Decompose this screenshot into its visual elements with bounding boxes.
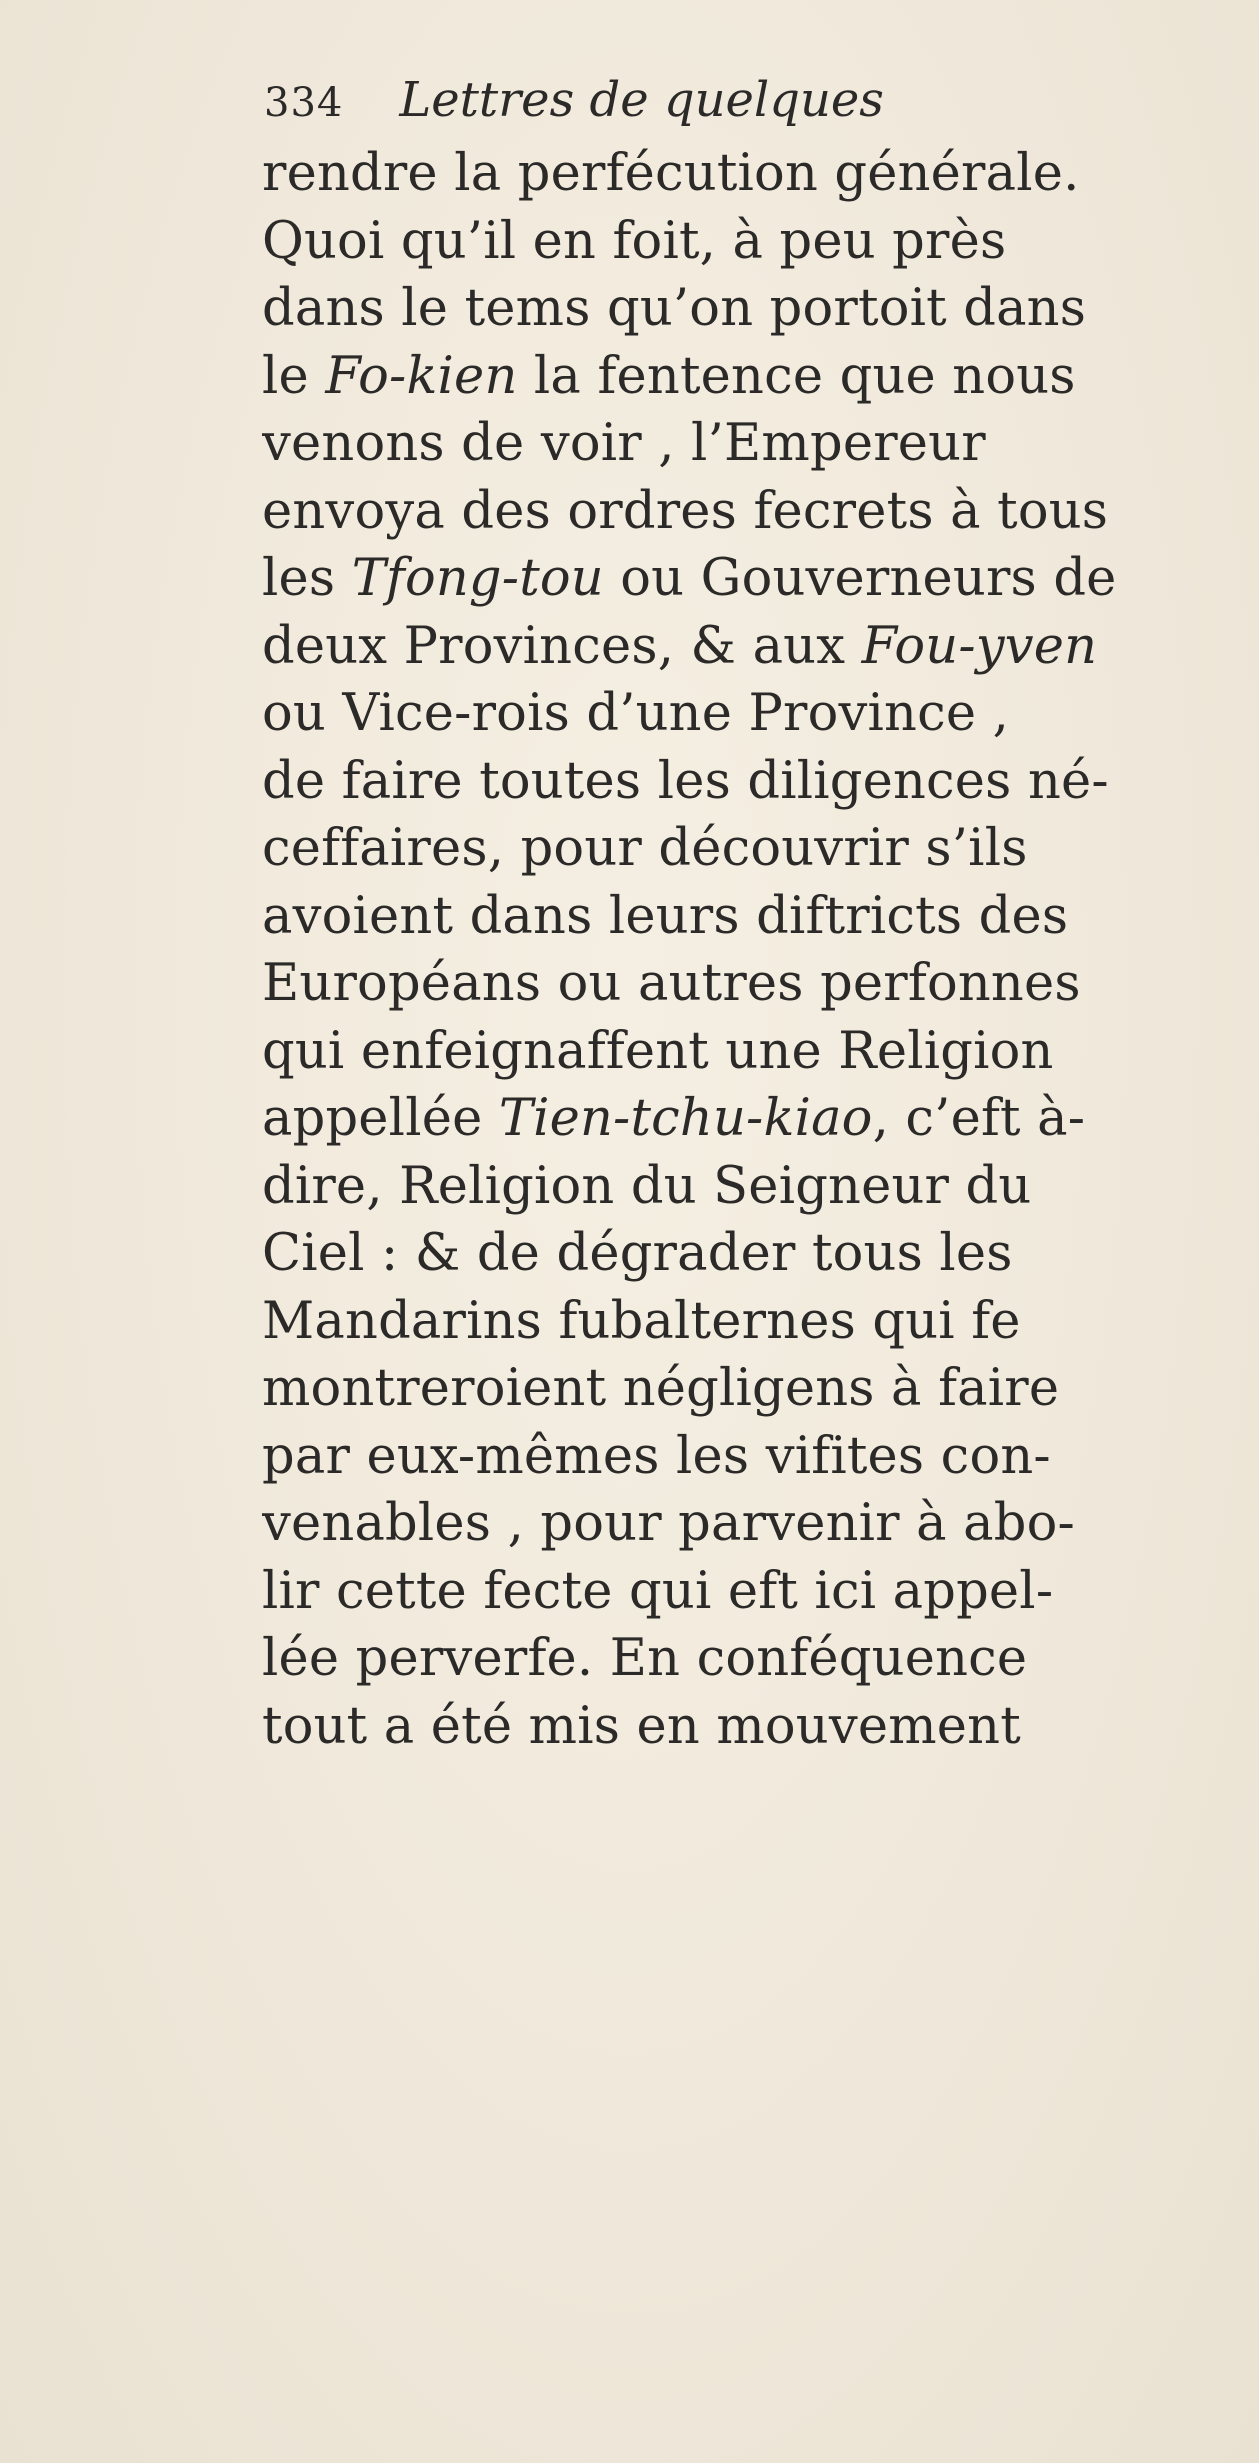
text-line: montreroient négligens à faire	[262, 1359, 1060, 1418]
text-line: par eux-mêmes les vifites con-	[262, 1426, 1051, 1486]
text-line	[262, 545, 1222, 613]
text-line: lée perverfe. En conféquence	[262, 1629, 1028, 1688]
text-line: qui enfeignaffent une Religion	[262, 1021, 1054, 1081]
running-head: Lettres de quelques	[399, 72, 884, 128]
text-segment: appellée	[262, 1089, 499, 1148]
text-line: tout a été mis en mouvement	[262, 1696, 1021, 1756]
italic-term: Fou-yven	[861, 616, 1098, 676]
text-line: lir cette fecte qui eft ici appel-	[262, 1561, 1054, 1621]
text-line	[262, 1085, 1222, 1153]
italic-term: Tien-tchu-kiao	[498, 1089, 873, 1148]
italic-term: Fo-kien	[325, 346, 518, 406]
text-line: Quoi qu’il en foit, à peu près	[262, 211, 1007, 271]
text-line	[262, 613, 1222, 681]
text-line: dans le tems qu’on portoit dans	[262, 279, 1087, 338]
text-segment: , c’eft à-	[872, 1089, 1086, 1148]
text-line	[262, 343, 1222, 411]
text-segment: le	[262, 346, 326, 406]
text-line: venons de voir , l’Empereur	[262, 414, 986, 473]
text-line: rendre la perfécution générale.	[262, 144, 1080, 203]
text-line: dire, Religion du Seigneur du	[262, 1156, 1032, 1216]
text-line: Ciel : & de dégrader tous les	[262, 1224, 1013, 1283]
text-segment: les	[262, 549, 352, 608]
text-line: ou Vice-rois d’une Province ,	[262, 684, 1010, 743]
body-text	[262, 140, 1222, 1760]
text-line: Mandarins fubalternes qui fe	[262, 1291, 1021, 1351]
text-line: ceffaires, pour découvrir s’ils	[262, 819, 1028, 878]
page-number: 334	[264, 80, 344, 126]
italic-term: Tfong-tou	[351, 549, 604, 608]
text-line: avoient dans leurs diftricts des	[262, 886, 1069, 946]
text-segment: la fentence que nous	[517, 346, 1076, 406]
text-line: envoya des ordres fecrets à tous	[262, 481, 1109, 541]
text-segment: deux Provinces, & aux	[262, 616, 862, 676]
text-segment: ou Gouverneurs de	[603, 549, 1117, 608]
text-line: Européans ou autres perfonnes	[262, 954, 1081, 1013]
text-line: de faire toutes les diligences né-	[262, 751, 1109, 811]
text-line: venables , pour parvenir à abo-	[262, 1494, 1075, 1553]
